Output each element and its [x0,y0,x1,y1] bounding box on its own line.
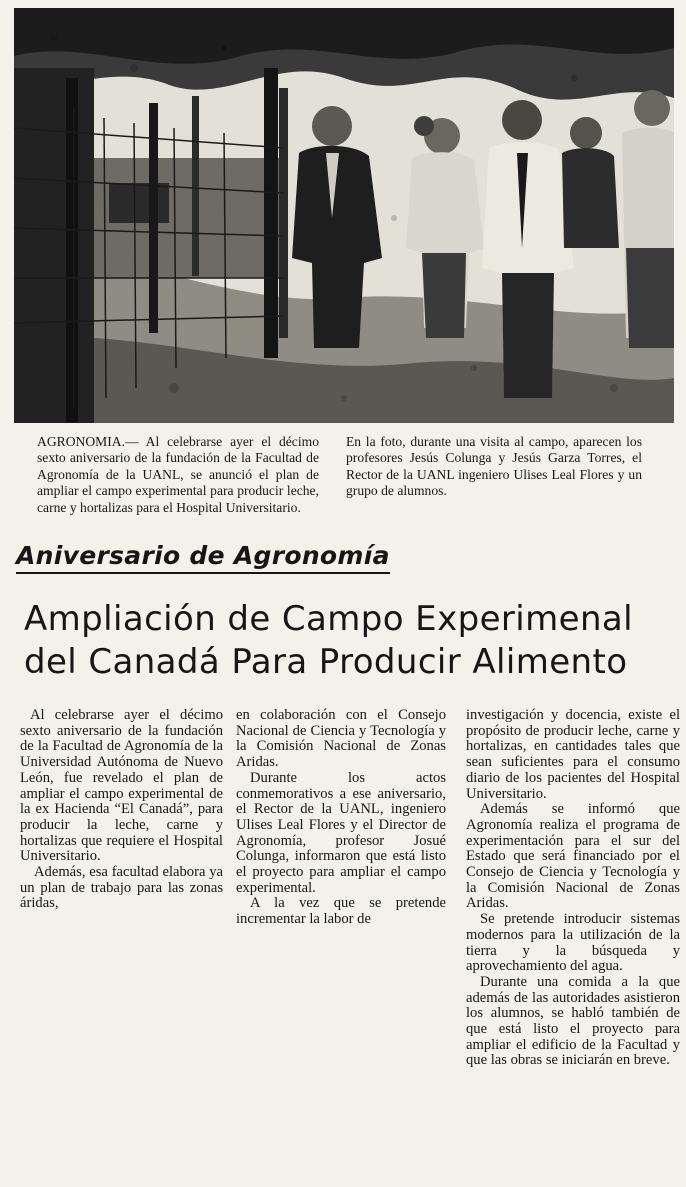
headline-line-1: Ampliación de Campo Experimenal [24,599,633,639]
paragraph: Además, esa facultad elabora ya un plan de trabajo para las zonas áridas, [20,864,223,912]
article-column-3 [466,708,680,1069]
paragraph: Al celebrarse ayer el décimo sexto aniversario de la fundación de la Facultad de Agronomía de la Universidad Autónoma de Nuevo León, fue revelado el plan de ampliar el campo experimental de la ex Hacienda “El Canadá”, para producir la leche, carne y hortalizas que requiere el Hospital Universitario. [20,707,223,865]
photo-caption-right: En la foto, durante una visita al campo, aparecen los profesores Jesús Colunga y Jesús Garza Torres, el Rector de la UANL ingeniero Ulises Leal Flores y un grupo de alumnos. [346,434,642,499]
article-column-1 [20,708,223,912]
paragraph: Durante los actos conmemorativos a ese aniversario, el Rector de la UANL, ingeniero Ulises Leal Flores y el Director de Agronomía, profesor Josué Colunga, informaron que está listo el proyecto para ampliar el campo experimental. [236,769,446,896]
paragraph: Durante una comida a la que además de las autoridades asistieron los alumnos, se habló también de que está listo el proyecto para ampliar el edificio de la Facultad y que las obras se iniciarán en breve. [466,973,680,1069]
headline [24,598,676,684]
paragraph: A la vez que se pretende incrementar la labor de [236,895,446,928]
paragraph: Además se informó que Agronomía realiza el programa de experimentación para el sur del Estado que será financiado por el Consejo de Ciencia y Tecnología y la Comisión Nacional de Zonas Aridas. [466,801,680,912]
paragraph: Se pretende introducir sistemas modernos para la utilización de la tierra y la búsqueda y aprovechamiento del agua. [466,911,680,975]
section-tag: Aniversario de Agronomía [16,541,390,574]
headline-line-2: del Canadá Para Producir Alimento [24,642,628,682]
photo-caption-left: AGRONOMIA.— Al celebrarse ayer el décimo sexto aniversario de la fundación de la Facultad de Agronomía de la UANL, se anunció el plan de ampliar el campo experimental para producir leche, carne y hortalizas para el Hospital Universitario. [37,434,319,515]
news-photo [14,8,674,423]
paragraph: en colaboración con el Consejo Nacional de Ciencia y Tecnología y la Comisión Nacional de Zonas Aridas. [236,707,446,771]
photo-illustration [14,8,674,423]
article-column-2 [236,708,446,928]
paragraph: investigación y docencia, existe el propósito de producir leche, carne y hortalizas, en cantidades tales que sean suficientes para el consumo diario de los pacientes del Hospital Universitario. [466,707,680,802]
